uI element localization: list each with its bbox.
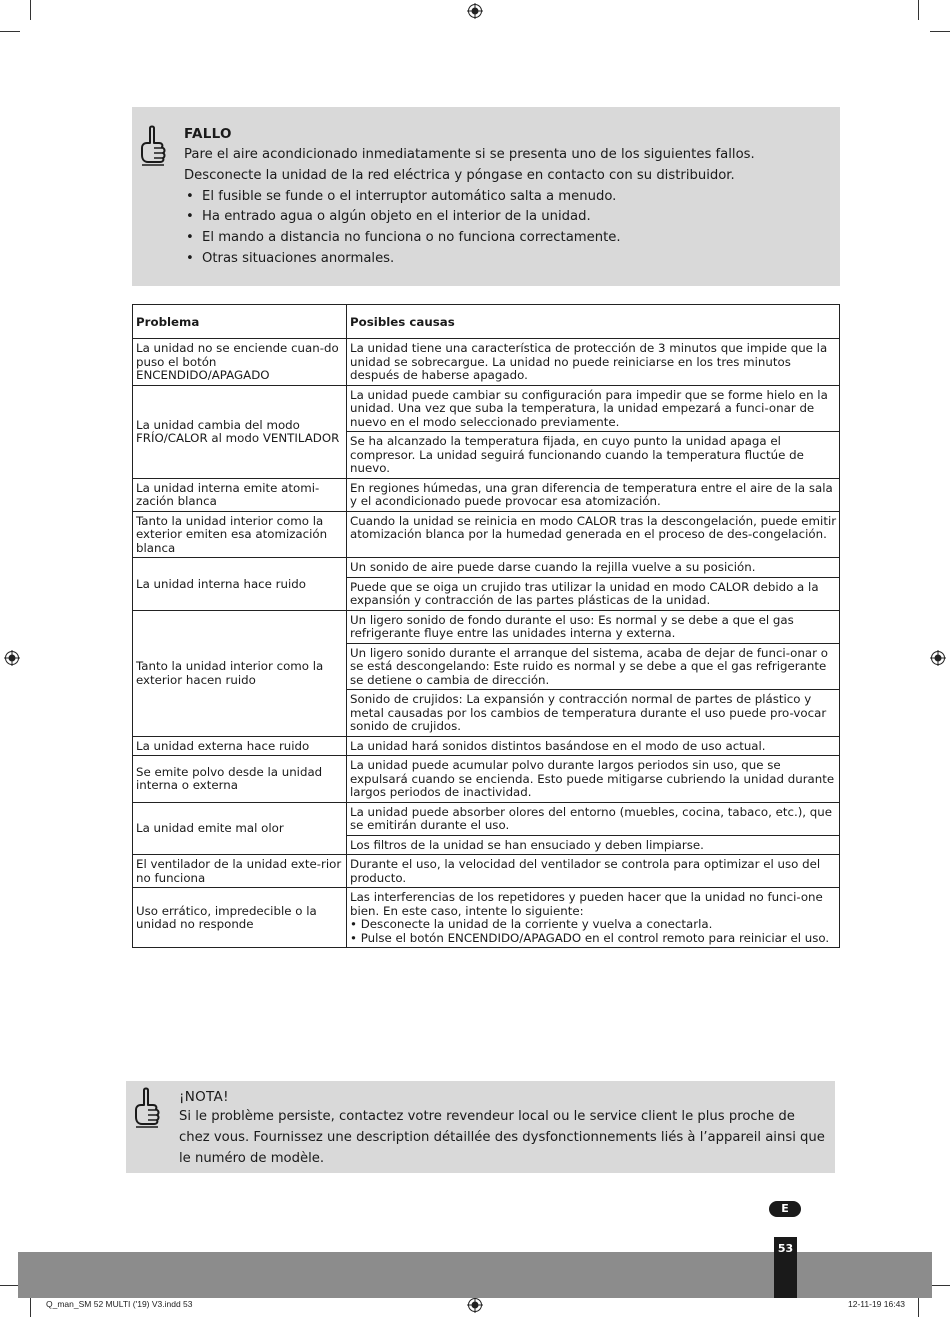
problem-cell: Se emite polvo desde la unidad interna o externa: [133, 756, 347, 803]
problem-cell: La unidad emite mal olor: [133, 802, 347, 855]
problem-cell: Uso errático, impredecible o la unidad no responde: [133, 888, 347, 948]
table-row: [133, 558, 840, 578]
language-badge: E: [769, 1201, 801, 1217]
cause-cell: En regiones húmedas, una gran diferencia de temperatura entre el aire de la sala y el acondicionado puede provocar esa atomización.: [347, 478, 840, 511]
cause-cell: Cuando la unidad se reinicia en modo CALOR tras la descongelación, puede emitir atomización blanca por la humedad generada en el proceso de des-congelación.: [347, 511, 840, 558]
list-item: • El fusible se funde o el interruptor automático salta a menudo.: [184, 187, 834, 208]
crop-mark: [930, 31, 950, 32]
cause-cell: La unidad hará sonidos distintos basándose en el modo de uso actual.: [347, 736, 840, 756]
note-box: [126, 1081, 835, 1173]
file-slug: Q_man_SM 52 MULTI ('19) V3.indd 53: [46, 1299, 193, 1309]
list-item: • El mando a distancia no funciona o no funciona correctamente.: [184, 228, 834, 249]
problem-cell: La unidad externa hace ruido: [133, 736, 347, 756]
cause-cell: Un sonido de aire puede darse cuando la rejilla vuelve a su posición.: [347, 558, 840, 578]
list-item: • Otras situaciones anormales.: [184, 249, 834, 270]
cause-cell: Un ligero sonido de fondo durante el uso: Es normal y se debe a que el gas refrigerante fluye entre las unidades interna y externa.: [347, 610, 840, 643]
table-row: [133, 511, 840, 558]
crop-mark: [918, 1297, 919, 1317]
fault-title: FALLO: [184, 126, 232, 142]
cause-cell: La unidad puede acumular polvo durante largos periodos sin uso, que se expulsará cuando se encienda. Esto puede mitigarse cubriendo la unidad durante largos periodos de inactividad.: [347, 756, 840, 803]
crop-mark: [0, 1285, 20, 1286]
cause-cell: Puede que se oiga un crujido tras utilizar la unidad en modo CALOR debido a la expansión y contracción de las partes plásticas de la unidad.: [347, 577, 840, 610]
troubleshooting-table: [132, 304, 840, 948]
fault-body: [184, 145, 834, 270]
column-header-causes: Posibles causas: [347, 305, 840, 339]
problem-cell: La unidad interna hace ruido: [133, 558, 347, 611]
crop-mark: [30, 1297, 31, 1317]
table-row: [133, 736, 840, 756]
table-row: [133, 888, 840, 948]
table-row: [133, 478, 840, 511]
crop-mark: [30, 0, 31, 20]
table-row: [133, 385, 840, 432]
crop-mark: [930, 1285, 950, 1286]
note-title: ¡NOTA!: [179, 1089, 229, 1105]
note-body: Si le problème persiste, contactez votre revendeur local ou le service client le plus proche de chez vous. Fournissez une description détaillée des dysfonctionnements liés à l’appareil ainsi que le numéro de modèle.: [179, 1109, 825, 1166]
table-row: [133, 802, 840, 835]
fault-intro: Pare el aire acondicionado inmediatamente si se presenta uno de los siguientes fallos. Desconecte la unidad de la red eléctrica y póngase en contacto con su distribuidor.: [184, 147, 755, 183]
cause-cell: Durante el uso, la velocidad del ventilador se controla para optimizar el uso del producto.: [347, 855, 840, 888]
crop-mark: [0, 31, 20, 32]
fault-list: [184, 187, 834, 270]
problem-cell: La unidad cambia del modo FRÍO/CALOR al modo VENTILADOR: [133, 385, 347, 478]
table-row: [133, 756, 840, 803]
registration-mark-icon: [467, 3, 483, 19]
problem-cell: La unidad interna emite atomi-zación blanca: [133, 478, 347, 511]
table-row: [133, 855, 840, 888]
column-header-problem: Problema: [133, 305, 347, 339]
pointing-hand-icon: [138, 125, 168, 167]
cause-cell: La unidad puede absorber olores del entorno (muebles, cocina, tabaco, etc.), que se emitirán durante el uso.: [347, 802, 840, 835]
cause-cell: La unidad tiene una característica de protección de 3 minutos que impide que la unidad se sobrecargue. La unidad no puede reiniciarse en los tres minutos después de haberse apagado.: [347, 339, 840, 386]
print-timestamp: 12-11-19 16:43: [848, 1299, 906, 1309]
problem-cell: Tanto la unidad interior como la exterior emiten esa atomización blanca: [133, 511, 347, 558]
table-row: [133, 339, 840, 386]
pointing-hand-icon: [132, 1087, 162, 1129]
cause-cell: La unidad puede cambiar su configuración para impedir que se forme hielo en la unidad. Una vez que suba la temperatura, la unidad empezará a funci-onar de nuevo en el modo seleccionado previamente.: [347, 385, 840, 432]
problem-cell: Tanto la unidad interior como la exterior hacen ruido: [133, 610, 347, 736]
cause-cell: Sonido de crujidos: La expansión y contracción normal de partes de plástico y metal causadas por los cambios de temperatura durante el uso puede pro-vocar sonido de crujidos.: [347, 690, 840, 737]
fault-warning-box: [132, 107, 840, 286]
cause-cell: Se ha alcanzado la temperatura fijada, en cuyo punto la unidad apaga el compresor. La unidad seguirá funcionando cuando la temperatura fluctúe de nuevo.: [347, 432, 840, 479]
table-header-row: [133, 305, 840, 339]
table-row: [133, 610, 840, 643]
cause-cell: Un ligero sonido durante el arranque del sistema, acaba de dejar de funci-onar o se está descongelando: Este ruido es normal y se debe a que el gas refrigerante se detiene o cambia de dirección.: [347, 643, 840, 690]
crop-mark: [918, 0, 919, 20]
registration-mark-icon: [4, 650, 20, 666]
registration-mark-icon: [930, 650, 946, 666]
page-number: 53: [774, 1237, 797, 1298]
problem-cell: El ventilador de la unidad exte-rior no funciona: [133, 855, 347, 888]
registration-mark-icon: [467, 1297, 483, 1313]
list-item: • Ha entrado agua o algún objeto en el interior de la unidad.: [184, 207, 834, 228]
problem-cell: La unidad no se enciende cuan-do puso el botón ENCENDIDO/APAGADO: [133, 339, 347, 386]
cause-cell: Las interferencias de los repetidores y pueden hacer que la unidad no funci-one bien. En este caso, intente lo siguiente: • Desconecte la unidad de la corriente y vuelva a conectarla. • Pulse el botón ENCENDIDO/APAGADO en el control remoto para reiniciar el uso.: [347, 888, 840, 948]
cause-cell: Los filtros de la unidad se han ensuciado y deben limpiarse.: [347, 835, 840, 855]
